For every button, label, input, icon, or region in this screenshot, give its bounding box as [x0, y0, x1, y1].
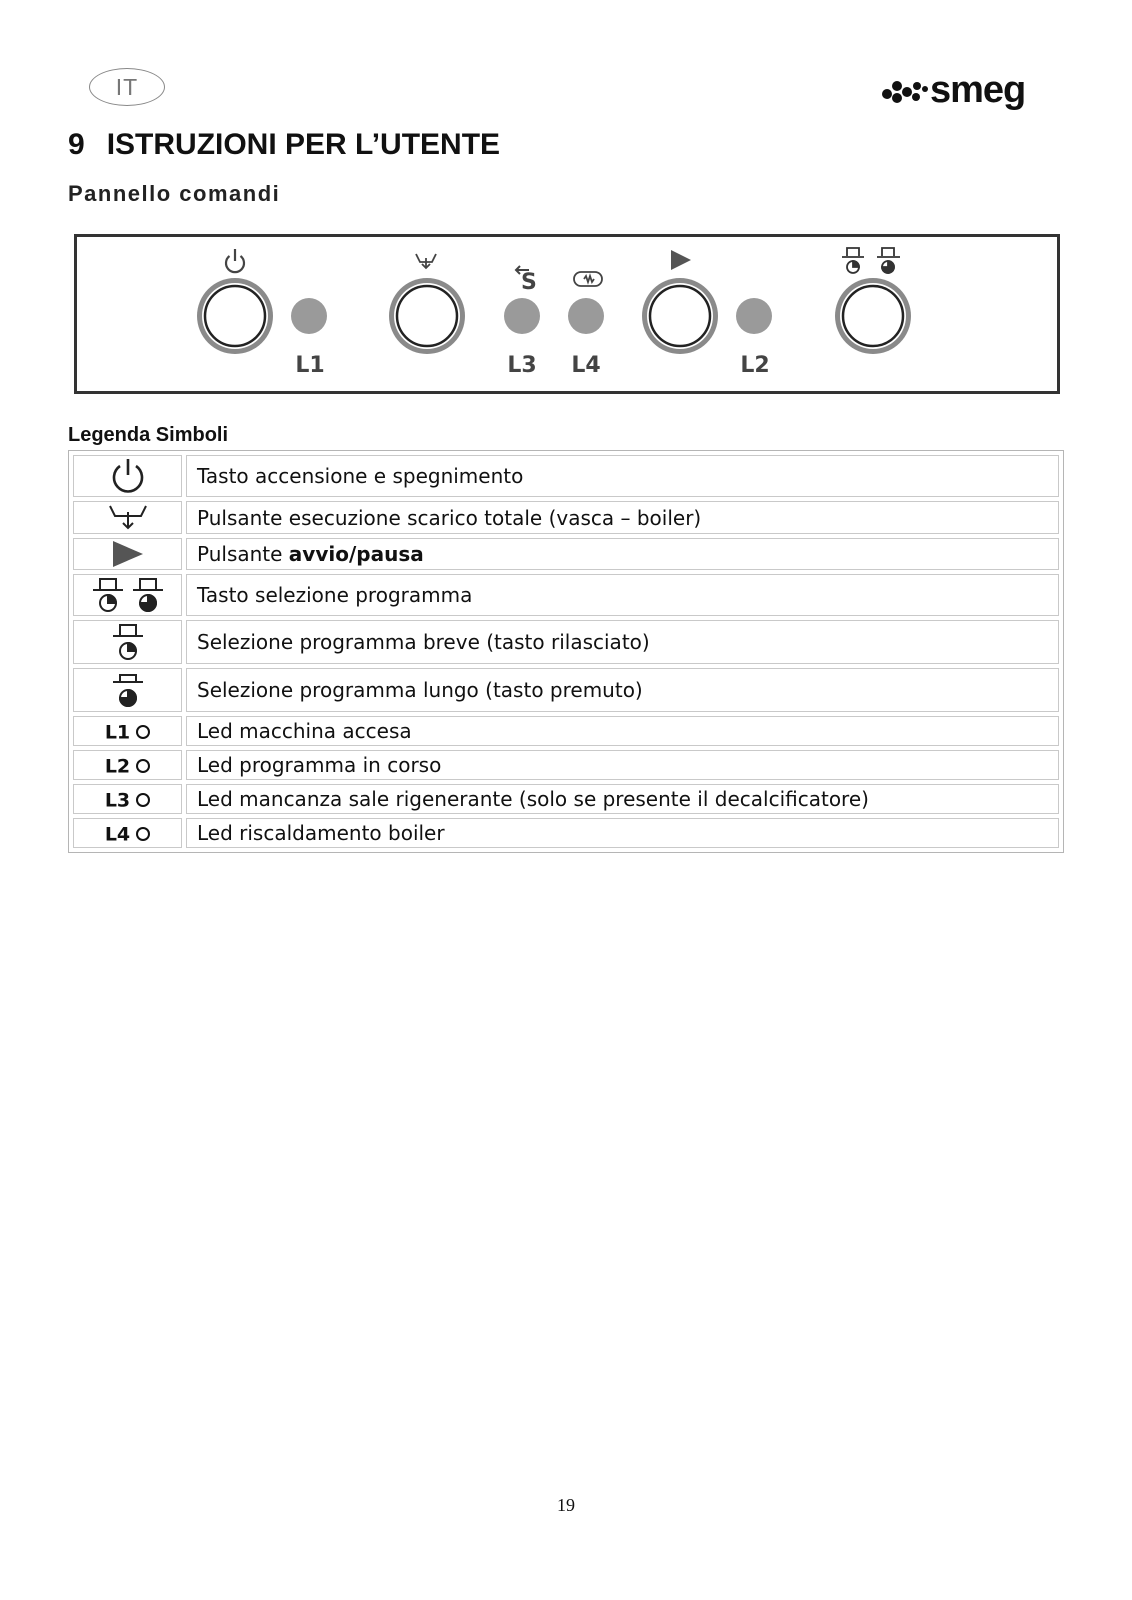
table-row [73, 750, 1059, 780]
panel-label-l1: L1 [295, 353, 325, 378]
legend-text: Tasto accensione e spegnimento [186, 455, 1059, 497]
program-short-icon [108, 621, 148, 663]
led-code: L4 [104, 823, 131, 846]
panel-led-l3 [504, 298, 540, 334]
program-long-icon [108, 669, 148, 711]
legend-text [186, 538, 1059, 570]
panel-led-l1 [291, 298, 327, 334]
control-panel-diagram [74, 234, 1060, 396]
panel-label-l3: L3 [507, 353, 537, 378]
led-circle-icon [136, 759, 150, 773]
table-row [73, 455, 1059, 497]
table-row [73, 668, 1059, 712]
section-title [68, 128, 500, 162]
panel-led-l4 [568, 298, 604, 334]
power-icon [108, 456, 148, 496]
legend-text: Pulsante esecuzione scarico totale (vasca – boiler) [186, 501, 1059, 534]
smeg-logo [880, 64, 1052, 114]
legend-text: Led mancanza sale rigenerante (solo se presente il decalcificatore) [186, 784, 1059, 814]
legend-text: Tasto selezione programma [186, 574, 1059, 616]
legend-text: Led programma in corso [186, 750, 1059, 780]
logo-wordmark: smeg [930, 69, 1026, 111]
legend-title: Legenda Simboli [68, 424, 229, 446]
panel-led-l2 [736, 298, 772, 334]
table-row [73, 501, 1059, 534]
panel-start-pause-button [642, 278, 718, 354]
table-row [73, 574, 1059, 616]
panel-label-l4: L4 [571, 353, 601, 378]
panel-drain-button [389, 278, 465, 354]
legend-text-bold: avvio/pausa [288, 542, 424, 566]
section-title-text: ISTRUZIONI PER L’UTENTE [106, 128, 501, 161]
play-icon [110, 539, 146, 569]
svg-text:S: S [521, 270, 537, 295]
section-subtitle: Pannello comandi [68, 181, 281, 206]
table-row [73, 716, 1059, 746]
legend-text: Selezione programma breve (tasto rilasciato) [186, 620, 1059, 664]
table-row [73, 818, 1059, 848]
legend-text: Selezione programma lungo (tasto premuto) [186, 668, 1059, 712]
language-badge [89, 68, 165, 106]
led-circle-icon [136, 793, 150, 807]
table-row [73, 538, 1059, 570]
led-code: L2 [104, 755, 131, 778]
panel-label-l2: L2 [740, 353, 770, 378]
table-row [73, 784, 1059, 814]
drain-icon [106, 503, 150, 533]
page-number: 19 [557, 1495, 575, 1515]
legend-table [68, 450, 1064, 853]
table-row [73, 620, 1059, 664]
legend-text: Led macchina accesa [186, 716, 1059, 746]
section-number: 9 [68, 128, 85, 161]
led-code: L3 [104, 789, 131, 812]
legend-text-prefix: Pulsante [197, 542, 289, 566]
language-code: IT [115, 73, 139, 100]
led-circle-icon [136, 725, 150, 739]
led-code: L1 [104, 721, 131, 744]
panel-power-button [197, 278, 273, 354]
program-select-icon [90, 575, 166, 615]
led-circle-icon [136, 827, 150, 841]
legend-text: Led riscaldamento boiler [186, 818, 1059, 848]
panel-program-button [835, 278, 911, 354]
